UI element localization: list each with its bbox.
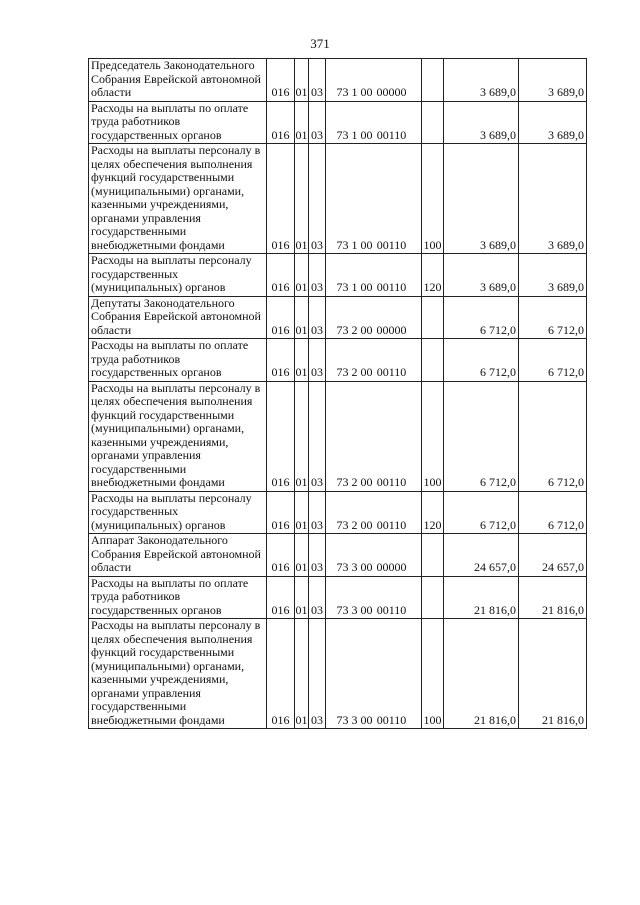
amount-year-2: 3 689,0 [519,101,587,144]
program-code: 73 [336,322,349,337]
page-number: 371 [310,36,330,51]
subsection-code: 03 [309,339,326,382]
subsection-code: 03 [309,534,326,577]
ministry-code: 016 [267,381,295,491]
section-code: 01 [295,534,309,577]
row-name: Расходы на выплаты персоналу государственных (муниципальных) органов [89,254,267,297]
main-event-code: 00 [360,560,373,574]
subprogram-code: 1 [351,280,358,294]
section-code: 01 [295,381,309,491]
direction-code: 00110 [376,602,407,617]
expense-type-code [422,59,444,102]
direction-code: 00000 [376,85,407,99]
subsection-code: 03 [309,144,326,254]
subsection-code: 03 [309,296,326,339]
direction-code: 00110 [376,127,407,142]
ministry-code: 016 [267,619,295,729]
ministry-code: 016 [267,59,295,102]
ministry-code: 016 [267,101,295,144]
table-row [89,254,587,297]
expense-type-code: 100 [422,381,444,491]
program-code: 73 [336,127,349,142]
subsection-code: 03 [309,619,326,729]
row-name: Расходы на выплаты по оплате труда работников государственных органов [89,576,267,619]
table-row [89,491,587,534]
direction-code: 00110 [376,475,407,489]
subsection-code: 03 [309,491,326,534]
amount-year-2: 3 689,0 [519,254,587,297]
section-code: 01 [295,254,309,297]
row-name: Расходы на выплаты по оплате труда работников государственных органов [89,101,267,144]
direction-code: 00110 [376,712,407,727]
table-body [89,59,587,729]
amount-year-1: 24 657,0 [444,534,519,577]
expense-type-code [422,534,444,577]
target-article-code [326,491,422,534]
budget-table [88,58,587,729]
direction-code: 00000 [376,322,407,337]
table-row [89,339,587,382]
section-code: 01 [295,491,309,534]
expense-type-code: 120 [422,491,444,534]
table-row [89,144,587,254]
table-row [89,296,587,339]
subprogram-code: 1 [351,127,358,142]
row-name: Расходы на выплаты персоналу в целях обеспечения выполнения функций государственными (муниципальными) органами, казенными учреждениями, органами управления государственными внебюджетными фондами [89,144,267,254]
amount-year-2: 6 712,0 [519,381,587,491]
main-event-code: 00 [360,365,373,379]
table-row [89,59,587,102]
table-row [89,619,587,729]
amount-year-2: 24 657,0 [519,534,587,577]
amount-year-2: 6 712,0 [519,339,587,382]
subsection-code: 03 [309,101,326,144]
row-name: Депутаты Законодательного Собрания Еврейской автономной области [89,296,267,339]
amount-year-1: 3 689,0 [444,59,519,102]
row-name: Расходы на выплаты по оплате труда работников государственных органов [89,339,267,382]
subsection-code: 03 [309,254,326,297]
subprogram-code: 2 [351,365,358,379]
amount-year-2: 6 712,0 [519,491,587,534]
main-event-code: 00 [360,712,373,727]
program-code: 73 [336,280,349,294]
section-code: 01 [295,339,309,382]
main-event-code: 00 [360,280,373,294]
direction-code: 00110 [376,280,407,294]
ministry-code: 016 [267,254,295,297]
amount-year-1: 6 712,0 [444,491,519,534]
table-row [89,576,587,619]
section-code: 01 [295,144,309,254]
row-name: Расходы на выплаты персоналу в целях обеспечения выполнения функций государственными (муниципальными) органами, казенными учреждениями, органами управления государственными внебюджетными фондами [89,381,267,491]
direction-code: 00110 [376,237,407,252]
main-event-code: 00 [360,322,373,337]
ministry-code: 016 [267,296,295,339]
subprogram-code: 2 [351,475,358,489]
expense-type-code: 100 [422,144,444,254]
main-event-code: 00 [360,237,373,252]
amount-year-1: 3 689,0 [444,254,519,297]
subsection-code: 03 [309,576,326,619]
target-article-code [326,144,422,254]
program-code: 73 [336,517,349,532]
target-article-code [326,576,422,619]
amount-year-1: 6 712,0 [444,339,519,382]
subprogram-code: 3 [351,712,358,727]
row-name: Аппарат Законодательного Собрания Еврейской автономной области [89,534,267,577]
ministry-code: 016 [267,576,295,619]
main-event-code: 00 [360,602,373,617]
ministry-code: 016 [267,144,295,254]
program-code: 73 [336,560,349,574]
row-name: Расходы на выплаты персоналу в целях обеспечения выполнения функций государственными (муниципальными) органами, казенными учреждениями, органами управления государственными внебюджетными фондами [89,619,267,729]
table-row [89,534,587,577]
direction-code: 00000 [376,560,407,574]
amount-year-1: 6 712,0 [444,381,519,491]
program-code: 73 [336,475,349,489]
section-code: 01 [295,576,309,619]
table-row [89,101,587,144]
direction-code: 00110 [376,365,407,379]
subprogram-code: 3 [351,602,358,617]
target-article-code [326,254,422,297]
subsection-code: 03 [309,59,326,102]
row-name: Председатель Законодательного Собрания Еврейской автономной области [89,59,267,102]
expense-type-code [422,576,444,619]
program-code: 73 [336,365,349,379]
program-code: 73 [336,602,349,617]
ministry-code: 016 [267,491,295,534]
subprogram-code: 1 [351,85,358,99]
row-name: Расходы на выплаты персоналу государственных (муниципальных) органов [89,491,267,534]
ministry-code: 016 [267,339,295,382]
section-code: 01 [295,619,309,729]
target-article-code [326,101,422,144]
amount-year-1: 21 816,0 [444,619,519,729]
target-article-code [326,381,422,491]
amount-year-2: 21 816,0 [519,576,587,619]
main-event-code: 00 [360,127,373,142]
expense-type-code [422,296,444,339]
section-code: 01 [295,101,309,144]
target-article-code [326,339,422,382]
amount-year-1: 3 689,0 [444,101,519,144]
subprogram-code: 2 [351,322,358,337]
table-row [89,381,587,491]
section-code: 01 [295,296,309,339]
main-event-code: 00 [360,517,373,532]
program-code: 73 [336,237,349,252]
target-article-code [326,59,422,102]
main-event-code: 00 [360,85,373,99]
subprogram-code: 2 [351,517,358,532]
expense-type-code: 120 [422,254,444,297]
expense-type-code [422,339,444,382]
amount-year-1: 21 816,0 [444,576,519,619]
amount-year-2: 6 712,0 [519,296,587,339]
subsection-code: 03 [309,381,326,491]
subprogram-code: 1 [351,237,358,252]
amount-year-1: 6 712,0 [444,296,519,339]
main-event-code: 00 [360,475,373,489]
amount-year-2: 3 689,0 [519,59,587,102]
program-code: 73 [336,712,349,727]
expense-type-code [422,101,444,144]
amount-year-2: 3 689,0 [519,144,587,254]
subprogram-code: 3 [351,560,358,574]
target-article-code [326,619,422,729]
amount-year-2: 21 816,0 [519,619,587,729]
direction-code: 00110 [376,517,407,532]
ministry-code: 016 [267,534,295,577]
expense-type-code: 100 [422,619,444,729]
target-article-code [326,534,422,577]
program-code: 73 [336,85,349,99]
section-code: 01 [295,59,309,102]
target-article-code [326,296,422,339]
amount-year-1: 3 689,0 [444,144,519,254]
